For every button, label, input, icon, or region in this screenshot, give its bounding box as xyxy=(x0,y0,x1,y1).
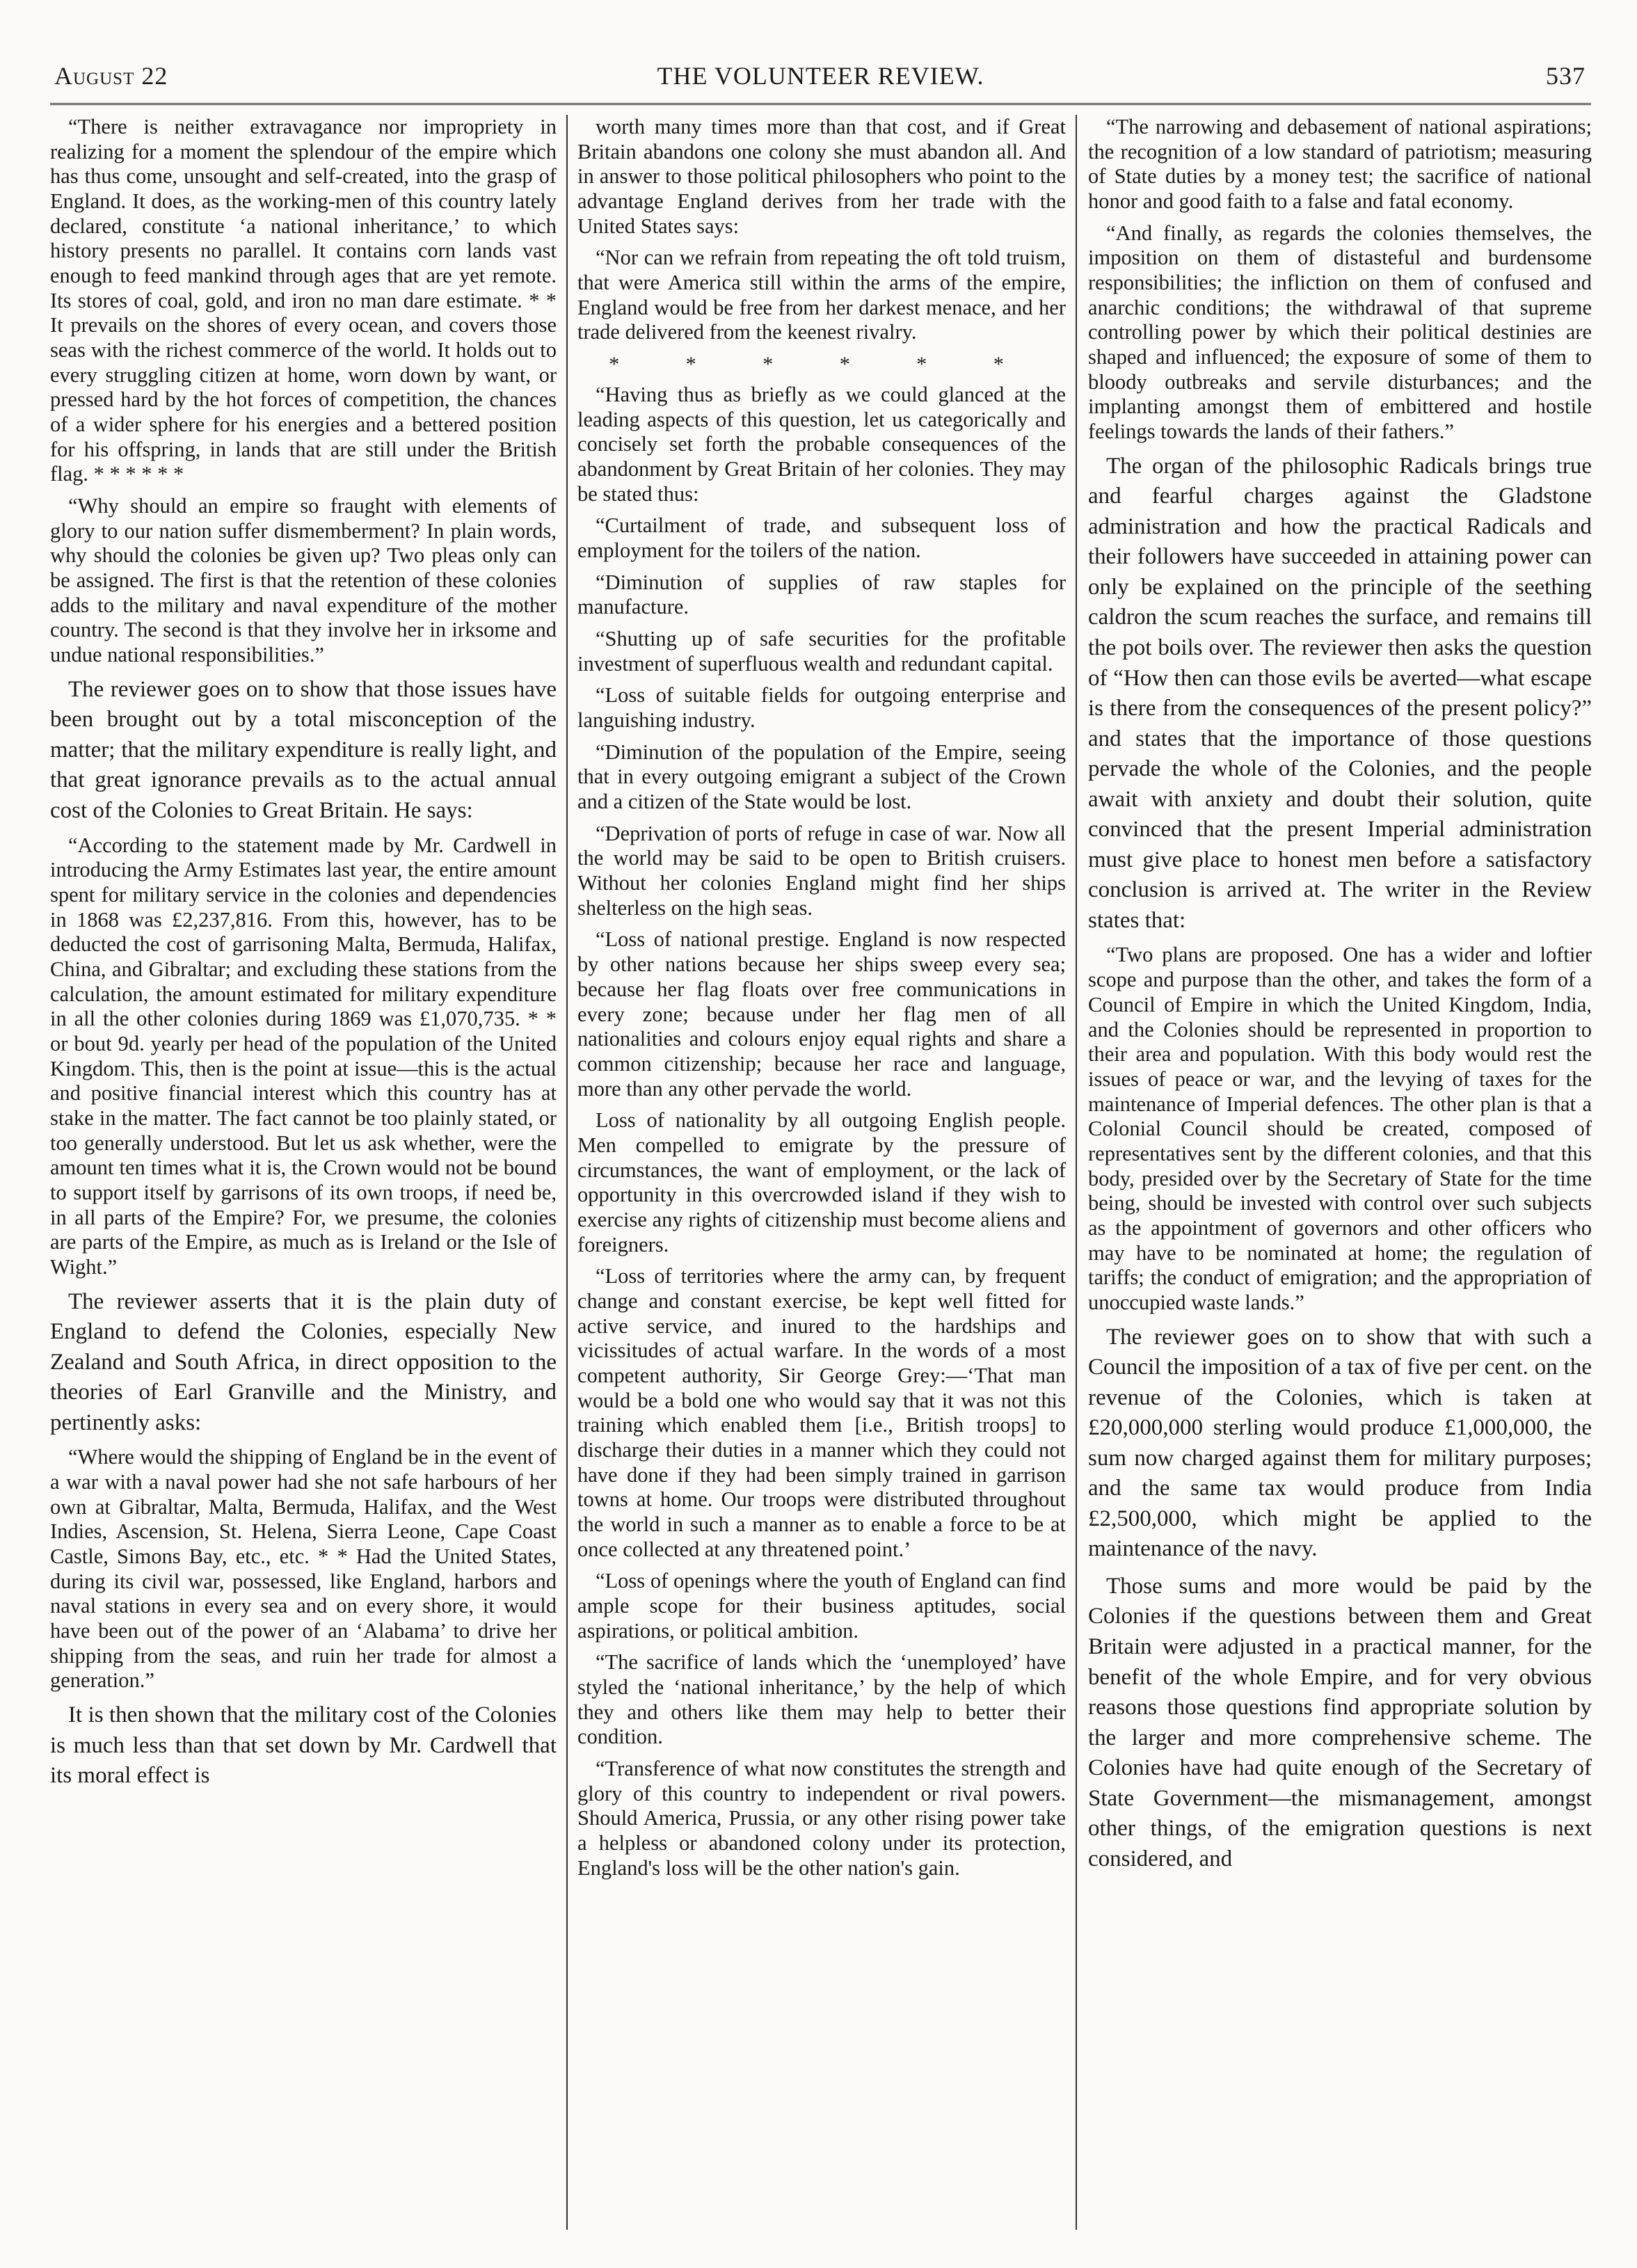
paragraph: “The narrowing and debasement of national aspirations; the recognition of a low standard of patriotism; measuring of State duties by a money test; the sacrifice of national honor and good faith to a false and fatal economy. xyxy=(1088,115,1592,214)
paragraph: Loss of nationality by all outgoing English people. Men compelled to emigrate by the pressure of circumstances, the want of employment, or the lack of opportunity in this overcrowded island if they wish to exercise any rights of citizenship must become aliens and foreigners. xyxy=(577,1108,1066,1256)
paragraph: worth many times more than that cost, and if Great Britain abandons one colony she must abandon all. And in answer to those political philosophers who point to the advantage England derives from her trade with the United States says: xyxy=(577,115,1066,238)
article-columns xyxy=(50,115,1591,2230)
paragraph: “Loss of territories where the army can, by frequent change and constant exercise, be kept well fitted for active service, and inured to the hardships and vicissitudes of actual warfare. In the words of a most competent authority, Sir George Grey:—‘That man would be a bold one who would say that it was not this training which enabled them [i.e., British troops] to discharge their duties in a manner which they could not have done if they had been simply trained in garrison towns at home. Our troops were distributed throughout the world in such a manner as to enable a force to be at once collected at any threatened point.’ xyxy=(577,1264,1066,1561)
section-break-asterisks: * * * * * * xyxy=(609,353,1035,376)
paragraph: “There is neither extravagance nor impropriety in realizing for a moment the splendour of the empire which has thus come, unsought and self-created, into the grasp of England. It does, as the working-men of this country lately declared, constitute ‘a national inheritance,’ to which history presents no parallel. It contains corn lands vast enough to feed mankind through ages that are yet remote. Its stores of coal, gold, and iron no man dare estimate. * * It prevails on the shores of every ocean, and covers those seas with the richest commerce of the world. It holds out to every struggling citizen at home, worn down by want, or pressed hard by the hot forces of competition, the chances of a wider sphere for his energies and a bettered position for his offspring, in lands that are still under the British flag. * * * * * * xyxy=(50,115,557,486)
running-header xyxy=(50,61,1591,105)
paragraph: “Loss of national prestige. England is now respected by other nations because her ships sweep every sea; because her flag floats over free communications in every zone; because under her flag men of all nationalities and colours enjoy equal rights and share a common citizenship; because her race and language, more than any other pervade the world. xyxy=(577,927,1066,1101)
paragraph: The reviewer goes on to show that those issues have been brought out by a total misconception of the matter; that the military expenditure is really light, and that great ignorance prevails as to the actual annual cost of the Colonies to Great Britain. He says: xyxy=(50,676,557,823)
paragraph: “Diminution of the population of the Empire, seeing that in every outgoing emigrant a subject of the Crown and a citizen of the State would be lost. xyxy=(577,740,1066,814)
paragraph: “Why should an empire so fraught with elements of glory to our nation suffer dismemberment? In plain words, why should the colonies be given up? Two pleas only can be assigned. The first is that the retention of these colonies adds to the military and naval expenditure of the mother country. The second is that they involve her in irksome and undue national responsibilities.” xyxy=(50,494,557,667)
paragraph: “Having thus as briefly as we could glanced at the leading aspects of this question, let us categorically and concisely set forth the probable consequences of the abandonment by Great Britain of her colonies. They may be stated thus: xyxy=(577,383,1066,506)
paragraph: The reviewer asserts that it is the plain duty of England to defend the Colonies, especially New Zealand and South Africa, in direct opposition to the theories of Earl Granville and the Ministry, and pertinently asks: xyxy=(50,1288,557,1435)
paragraph: Those sums and more would be paid by the Colonies if the questions between them and Great Britain were adjusted in a practical manner, for the benefit of the whole Empire, and for very obvious reasons those questions find appropriate solution by the larger and more comprehensive scheme. The Colonies have had quite enough of the Secretary of State Government—the mismanagement, amongst other things, of the emigration questions is next considered, and xyxy=(1088,1573,1592,1871)
header-date: August 22 xyxy=(54,62,168,90)
column-2 xyxy=(566,115,1076,2230)
paragraph: “The sacrifice of lands which the ‘unemployed’ have styled the ‘national inheritance,’ by the help of which they and others like them may help to better their condition. xyxy=(577,1650,1066,1749)
paragraph: “Deprivation of ports of refuge in case of war. Now all the world may be said to be open to British cruisers. Without her colonies England might find her ships shelterless on the high seas. xyxy=(577,821,1066,920)
paragraph: “Nor can we refrain from repeating the oft told truism, that were America still within the arms of the empire, England would be free from her darkest menace, and her trade delivered from the keenest rivalry. xyxy=(577,246,1066,344)
paragraph: “According to the statement made by Mr. Cardwell in introducing the Army Estimates last year, the entire amount spent for military service in the colonies and dependencies in 1868 was £2,237,816. From this, however, has to be deducted the cost of garrisoning Malta, Bermuda, Halifax, China, and Gibraltar; and excluding these stations from the calculation, the amount estimated for military expenditure in all the other colonies during 1869 was £1,070,735. * * or bout 9d. yearly per head of the population of the United Kingdom. This, then is the point at issue—this is the actual and positive financial interest which this country has at stake in the matter. The fact cannot be too plainly stated, or too generally understood. But let us ask whether, were the amount ten times what it is, the Crown would not be bound to support itself by garrisons of its own troops, if need be, in all parts of the Empire? For, we presume, the colonies are parts of the Empire, as much as is Ireland or the Isle of Wight.” xyxy=(50,833,557,1279)
paragraph: “Loss of suitable fields for outgoing enterprise and languishing industry. xyxy=(577,683,1066,733)
publication-title: THE VOLUNTEER REVIEW. xyxy=(657,62,984,90)
paragraph: “Shutting up of safe securities for the profitable investment of superfluous wealth and redundant capital. xyxy=(577,627,1066,676)
column-3 xyxy=(1076,115,1592,2230)
paragraph: The organ of the philosophic Radicals brings true and fearful charges against the Gladstone administration and how the practical Radicals and their followers have succeeded in attaining power can only be explained on the principle of the seething caldron the scum reaches the surface, and remains till the pot boils over. The reviewer then asks the question of “How then can those evils be averted—what escape is there from the consequences of the present policy?” and states that the importance of those questions pervade the whole of the Colonies, and the people await with anxiety and doubt their solution, quite convinced that the present Imperial administration must give place to honest men before a satisfactory conclusion is arrived at. The writer in the Review states that: xyxy=(1088,453,1592,933)
paragraph: “Two plans are proposed. One has a wider and loftier scope and purpose than the other, and takes the form of a Council of Empire in which the United Kingdom, India, and the Colonies should be represented in proportion to their area and population. With this body would rest the issues of peace or war, and the levying of taxes for the maintenance of Imperial defences. The other plan is that a Colonial Council should be created, composed of representatives sent by the different colonies, and that this body, presided over by the Secretary of State for the time being, should be invested with control over such subjects as the appointment of governors and other officers who may have to be nominated at home; the regulation of tariffs; the conduct of emigration; and the appropriation of unoccupied waste lands.” xyxy=(1088,943,1592,1314)
column-1 xyxy=(50,115,566,2230)
page-number: 537 xyxy=(1546,62,1586,90)
paragraph: “Curtailment of trade, and subsequent loss of employment for the toilers of the nation. xyxy=(577,513,1066,563)
paragraph: “Loss of openings where the youth of England can find ample scope for their business aptitudes, social aspirations, or political ambition. xyxy=(577,1569,1066,1643)
paragraph: “Where would the shipping of England be in the event of a war with a naval power had she not safe harbours of her own at Gibraltar, Malta, Bermuda, Halifax, and the West Indies, Ascension, St. Helena, Sierra Leone, Cape Coast Castle, Simons Bay, etc., etc. * * Had the United States, during its civil war, possessed, like England, harbors and naval stations in every sea and on every shore, it would have been out of the power of an ‘Alabama’ to drive her shipping from the seas, and ruin her trade for almost a generation.” xyxy=(50,1445,557,1693)
paragraph: “Transference of what now constitutes the strength and glory of this country to independent or rival powers. Should America, Prussia, or any other rising power take a helpless or abandoned colony under its protection, England's loss will be the other nation's gain. xyxy=(577,1756,1066,1880)
paragraph: The reviewer goes on to show that with such a Council the imposition of a tax of five per cent. on the revenue of the Colonies, which is taken at £20,000,000 sterling would produce £1,000,000, the sum now charged against them for military purposes; and the same tax would produce from India £2,500,000, which might be applied to the maintenance of the navy. xyxy=(1088,1324,1592,1562)
paragraph: “And finally, as regards the colonies themselves, the imposition on them of distasteful and burdensome responsibilities; the infliction on them of confused and anarchic conditions; the withdrawal of that supreme controlling power by which their political destinies are shaped and influenced; the exposure of some of them to bloody outbreaks and servile disturbances; and the implanting amongst them of embittered and hostile feelings towards the lands of their fathers.” xyxy=(1088,221,1592,444)
paragraph: “Diminution of supplies of raw staples for manufacture. xyxy=(577,570,1066,619)
paragraph: It is then shown that the military cost of the Colonies is much less than that set down by Mr. Cardwell that its moral effect is xyxy=(50,1702,557,1789)
